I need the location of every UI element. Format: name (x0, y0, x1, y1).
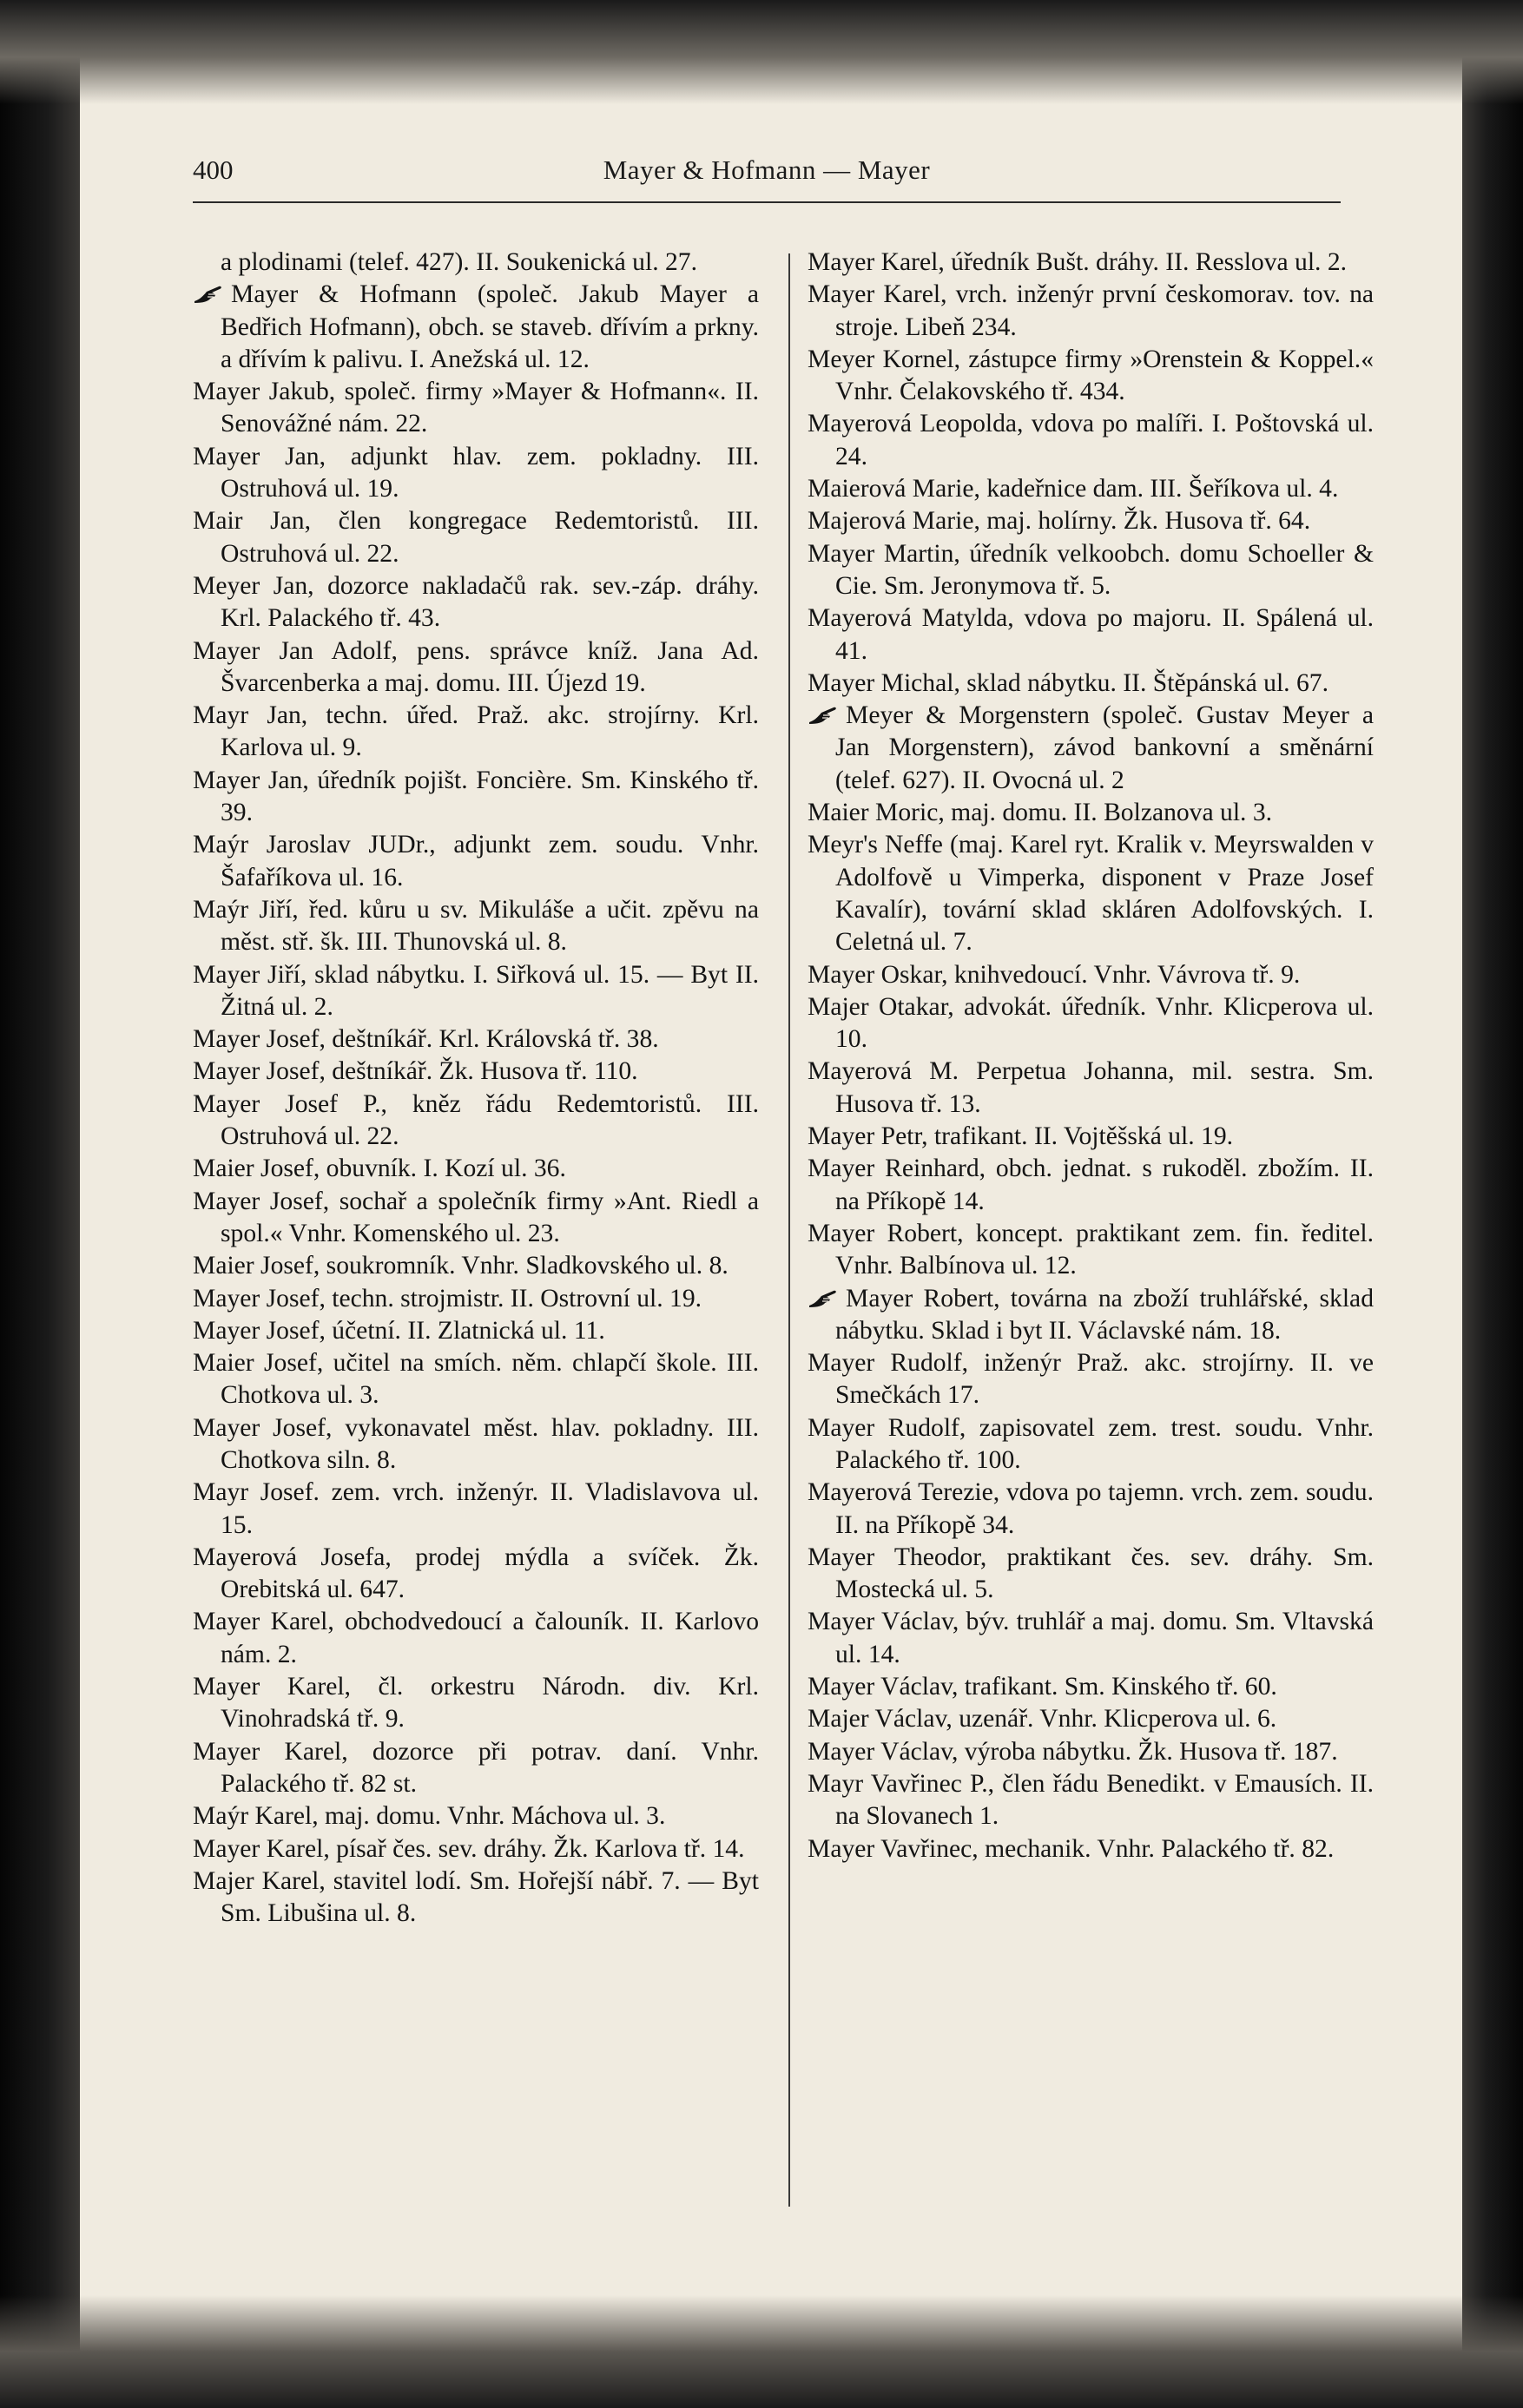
directory-entry (808, 538, 1374, 603)
entry-text: Mayerová Josefa, prodej mýdla a svíček. Žk. Orebitská ul. 647. (193, 1543, 759, 1604)
entry-text: Mayer Karel, vrch. inženýr první českomorav. tov. na stroje. Libeň 234. (808, 280, 1374, 341)
entry-text: Mayr Vavřinec P., člen řádu Benedikt. v Emausích. II. na Slovanech 1. (808, 1769, 1374, 1831)
directory-entry (808, 505, 1374, 537)
entry-text: Mayer Jakub, společ. firmy »Mayer & Hofmann«. II. Senovážné nám. 22. (193, 378, 759, 438)
directory-entry (193, 1800, 759, 1832)
entry-text: Majer Václav, uzenář. Vnhr. Klicperova ul. 6. (808, 1705, 1277, 1734)
directory-entry (808, 247, 1374, 279)
entry-text: Meyer Kornel, zástupce firmy »Orenstein & Koppel.« Vnhr. Čelakovského tř. 434. (808, 345, 1374, 406)
directory-entry (808, 1768, 1374, 1833)
directory-entry (808, 668, 1374, 700)
entry-text: Mayer Václav, trafikant. Sm. Kinského tř. 60. (808, 1673, 1277, 1701)
entry-text: Mayerová M. Perpetua Johanna, mil. sestra. Sm. Husova tř. 13. (808, 1057, 1374, 1118)
directory-entry (193, 1347, 759, 1412)
directory-entry (808, 279, 1374, 344)
directory-entry (808, 1056, 1374, 1121)
directory-entry (808, 1833, 1374, 1865)
entry-text: Mayer Václav, výroba nábytku. Žk. Husova tř. 187. (808, 1737, 1338, 1766)
entry-text: Mayer Rudolf, zapisovatel zem. trest. soudu. Vnhr. Palackého tř. 100. (808, 1413, 1374, 1474)
directory-entry (808, 829, 1374, 958)
directory-entry (808, 1606, 1374, 1671)
directory-entry (193, 1089, 759, 1154)
entry-text: Mayer Reinhard, obch. jednat. s rukoděl. zbožím. II. na Příkopě 14. (808, 1155, 1374, 1215)
directory-entry (808, 1218, 1374, 1283)
directory-entry (193, 1412, 759, 1477)
entry-text: Meyr's Neffe (maj. Karel ryt. Kralik v. Meyrswalden v Adolfově u Vimperka, disponent v Praze Josef Kavalír), tovární sklad skláren Adolfovských. I. Celetná ul. 7. (808, 831, 1374, 957)
entry-text: Mayer Theodor, praktikant čes. sev. dráhy. Sm. Mostecká ul. 5. (808, 1543, 1374, 1604)
entry-text: Majer Otakar, advokát. úředník. Vnhr. Klicperova ul. 10. (808, 992, 1374, 1054)
entry-text: Maier Josef, soukromník. Vnhr. Sladkovského ul. 8. (193, 1252, 729, 1280)
directory-entry (808, 797, 1374, 829)
directory-entry (193, 700, 759, 765)
entry-text: Mayer Robert, koncept. praktikant zem. fin. ředitel. Vnhr. Balbínova ul. 12. (808, 1219, 1374, 1280)
entry-text: Mayer Michal, sklad nábytku. II. Štěpánská ul. 67. (808, 668, 1329, 697)
entry-text: Mayer Josef, techn. strojmistr. II. Ostrovní ul. 19. (193, 1284, 702, 1313)
directory-entry (808, 1412, 1374, 1477)
header-rule (193, 201, 1341, 203)
directory-entry (808, 991, 1374, 1056)
entry-text: Mayer Josef P., kněz řádu Redemtoristů. III. Ostruhová ul. 22. (193, 1089, 759, 1151)
entry-text: Mayer Josef, sochař a společník firmy »Ant. Riedl a spol.« Vnhr. Komenského ul. 23. (193, 1187, 759, 1247)
directory-entry (808, 700, 1374, 797)
page-number: 400 (193, 155, 234, 185)
entry-text: Mayr Josef. zem. vrch. inženýr. II. Vladislavova ul. 15. (193, 1478, 759, 1539)
entry-text: Mayr Jan, techn. úřed. Praž. akc. strojírny. Krl. Karlova ul. 9. (193, 701, 759, 762)
directory-entry (808, 1283, 1374, 1348)
page-header (193, 155, 1341, 203)
directory-entry (193, 1736, 759, 1801)
directory-entry (808, 473, 1374, 505)
entry-text: Maier Josef, obuvník. I. Kozí ul. 36. (193, 1155, 566, 1183)
directory-entry (193, 1186, 759, 1251)
directory-entry (808, 1153, 1374, 1218)
directory-entry (808, 408, 1374, 473)
directory-entry (193, 959, 759, 1024)
entry-text: Meyer & Morgenstern (společ. Gustav Meyer a Jan Morgenstern), závod bankovní a směnární (telef. 627). II. Ovocná ul. 2 (835, 701, 1374, 794)
directory-entry (193, 765, 759, 830)
directory-entry (193, 1671, 759, 1736)
entry-text: Mayer & Hofmann (společ. Jakub Mayer a Bedřich Hofmann), obch. se staveb. dřívím a prkny. a dřívím k palivu. I. Anežská ul. 12. (221, 280, 759, 373)
entry-text: Mayerová Terezie, vdova po tajemn. vrch. zem. soudu. II. na Příkopě 34. (808, 1478, 1374, 1539)
entry-text: Maýr Jiří, řed. kůru u sv. Mikuláše a učit. zpěvu na měst. stř. šk. III. Thunovská ul. 8. (193, 895, 759, 957)
entry-text: Mayer Rudolf, inženýr Praž. akc. strojírny. II. ve Smečkách 17. (808, 1349, 1374, 1410)
pointing-hand-icon (808, 1288, 841, 1309)
pointing-hand-icon (193, 284, 226, 305)
directory-entry (808, 1542, 1374, 1607)
directory-entry (193, 1833, 759, 1865)
entry-text: Mayer Karel, úředník Bušt. dráhy. II. Resslova ul. 2. (808, 248, 1348, 276)
scan-shadow-right (1462, 0, 1523, 2408)
directory-entry (193, 441, 759, 506)
entry-text: Maier Josef, učitel na smích. něm. chlapčí škole. III. Chotkova ul. 3. (193, 1349, 759, 1410)
directory-entry (193, 1056, 759, 1088)
entry-text: Mayer Josef, vykonavatel měst. hlav. pokladny. III. Chotkova siln. 8. (193, 1413, 759, 1474)
directory-entry (193, 279, 759, 376)
entry-text: Mayer Robert, továrna na zboží truhlářské, sklad nábytku. Sklad i byt II. Václavské nám. 18. (835, 1284, 1374, 1345)
entry-text: Mayer Josef, účetní. II. Zlatnická ul. 11. (193, 1316, 605, 1345)
directory-entry (193, 1315, 759, 1347)
entry-text: Mair Jan, člen kongregace Redemtoristů. III. Ostruhová ul. 22. (193, 507, 759, 568)
directory-entry (193, 1250, 759, 1282)
directory-entry (808, 1671, 1374, 1703)
entry-text: Maierová Marie, kadeřnice dam. III. Šeříkova ul. 4. (808, 475, 1339, 503)
entry-text: Mayer Václav, býv. truhlář a maj. domu. Sm. Vltavská ul. 14. (808, 1608, 1374, 1668)
entry-text: Mayer Josef, deštníkář. Krl. Královská tř. 38. (193, 1025, 659, 1054)
pointing-hand-icon (808, 705, 841, 726)
entry-text: Mayerová Matylda, vdova po majoru. II. Spálená ul. 41. (808, 604, 1374, 665)
directory-entry (193, 570, 759, 635)
directory-entry (193, 1865, 759, 1931)
scan-shadow-top (0, 0, 1523, 104)
entry-text: Maýr Karel, maj. domu. Vnhr. Máchova ul. 3. (193, 1802, 666, 1831)
entry-text: Mayer Jan, adjunkt hlav. zem. pokladny. III. Ostruhová ul. 19. (193, 442, 759, 503)
directory-entry (808, 1703, 1374, 1735)
entry-text: Mayer Karel, písař čes. sev. dráhy. Žk. Karlova tř. 14. (193, 1834, 745, 1863)
directory-entry (808, 1347, 1374, 1412)
entry-text: Mayer Jan Adolf, pens. správce kníž. Jana Ad. Švarcenberka a maj. domu. III. Újezd 19. (193, 636, 759, 697)
directory-entry (193, 1153, 759, 1185)
entry-text: Maier Moric, maj. domu. II. Bolzanova ul. 3. (808, 799, 1273, 827)
column-divider (788, 253, 790, 2207)
entry-text: Mayerová Leopolda, vdova po malíři. I. Poštovská ul. 24. (808, 410, 1374, 470)
entry-text: Mayer Jiří, sklad nábytku. I. Siřková ul. 15. — Byt II. Žitná ul. 2. (193, 960, 759, 1021)
directory-entry (808, 1477, 1374, 1542)
entry-text: Mayer Petr, trafikant. II. Vojtěšská ul. 19. (808, 1122, 1234, 1151)
entry-text: Mayer Jan, úředník pojišt. Foncière. Sm. Kinského tř. 39. (193, 766, 759, 827)
directory-entry (193, 505, 759, 570)
right-column (808, 247, 1374, 1865)
directory-entry (808, 1121, 1374, 1153)
entry-text: Majer Karel, stavitel lodí. Sm. Hořejší nábř. 7. — Byt Sm. Libušina ul. 8. (193, 1866, 759, 1928)
directory-entry (193, 247, 759, 279)
entry-text: Mayer Oskar, knihvedoucí. Vnhr. Vávrova tř. 9. (808, 960, 1301, 989)
entry-text: a plodinami (telef. 427). II. Soukenická ul. 27. (221, 248, 697, 276)
entry-text: Mayer Karel, obchodvedoucí a čalouník. II. Karlovo nám. 2. (193, 1608, 759, 1668)
entry-text: Mayer Josef, deštníkář. Žk. Husova tř. 110. (193, 1057, 638, 1086)
entry-text: Mayer Karel, čl. orkestru Národn. div. Krl. Vinohradská tř. 9. (193, 1673, 759, 1734)
scan-shadow-left (0, 0, 80, 2408)
entry-text: Mayer Martin, úředník velkoobch. domu Schoeller & Cie. Sm. Jeronymova tř. 5. (808, 539, 1374, 600)
entry-text: Maýr Jaroslav JUDr., adjunkt zem. soudu. Vnhr. Šafaříkova ul. 16. (193, 831, 759, 891)
directory-entry (193, 376, 759, 441)
directory-entry (193, 1023, 759, 1056)
directory-entry (193, 1477, 759, 1542)
directory-entry (193, 894, 759, 959)
directory-entry (808, 344, 1374, 409)
directory-entry (808, 1736, 1374, 1768)
entry-text: Mayer Karel, dozorce při potrav. daní. Vnhr. Palackého tř. 82 st. (193, 1737, 759, 1798)
directory-entry (193, 635, 759, 701)
directory-entry (193, 829, 759, 894)
running-head: Mayer & Hofmann — Mayer (603, 155, 931, 185)
scan-shadow-bottom (0, 2295, 1523, 2408)
entry-text: Meyer Jan, dozorce nakladačů rak. sev.-záp. dráhy. Krl. Palackého tř. 43. (193, 571, 759, 633)
left-column (193, 247, 759, 1930)
directory-entry (193, 1542, 759, 1607)
entry-text: Mayer Vavřinec, mechanik. Vnhr. Palackého tř. 82. (808, 1834, 1335, 1863)
directory-entry (808, 602, 1374, 668)
directory-entry (193, 1283, 759, 1315)
entry-text: Majerová Marie, maj. holírny. Žk. Husova tř. 64. (808, 507, 1311, 536)
directory-entry (808, 959, 1374, 991)
directory-entry (193, 1606, 759, 1671)
